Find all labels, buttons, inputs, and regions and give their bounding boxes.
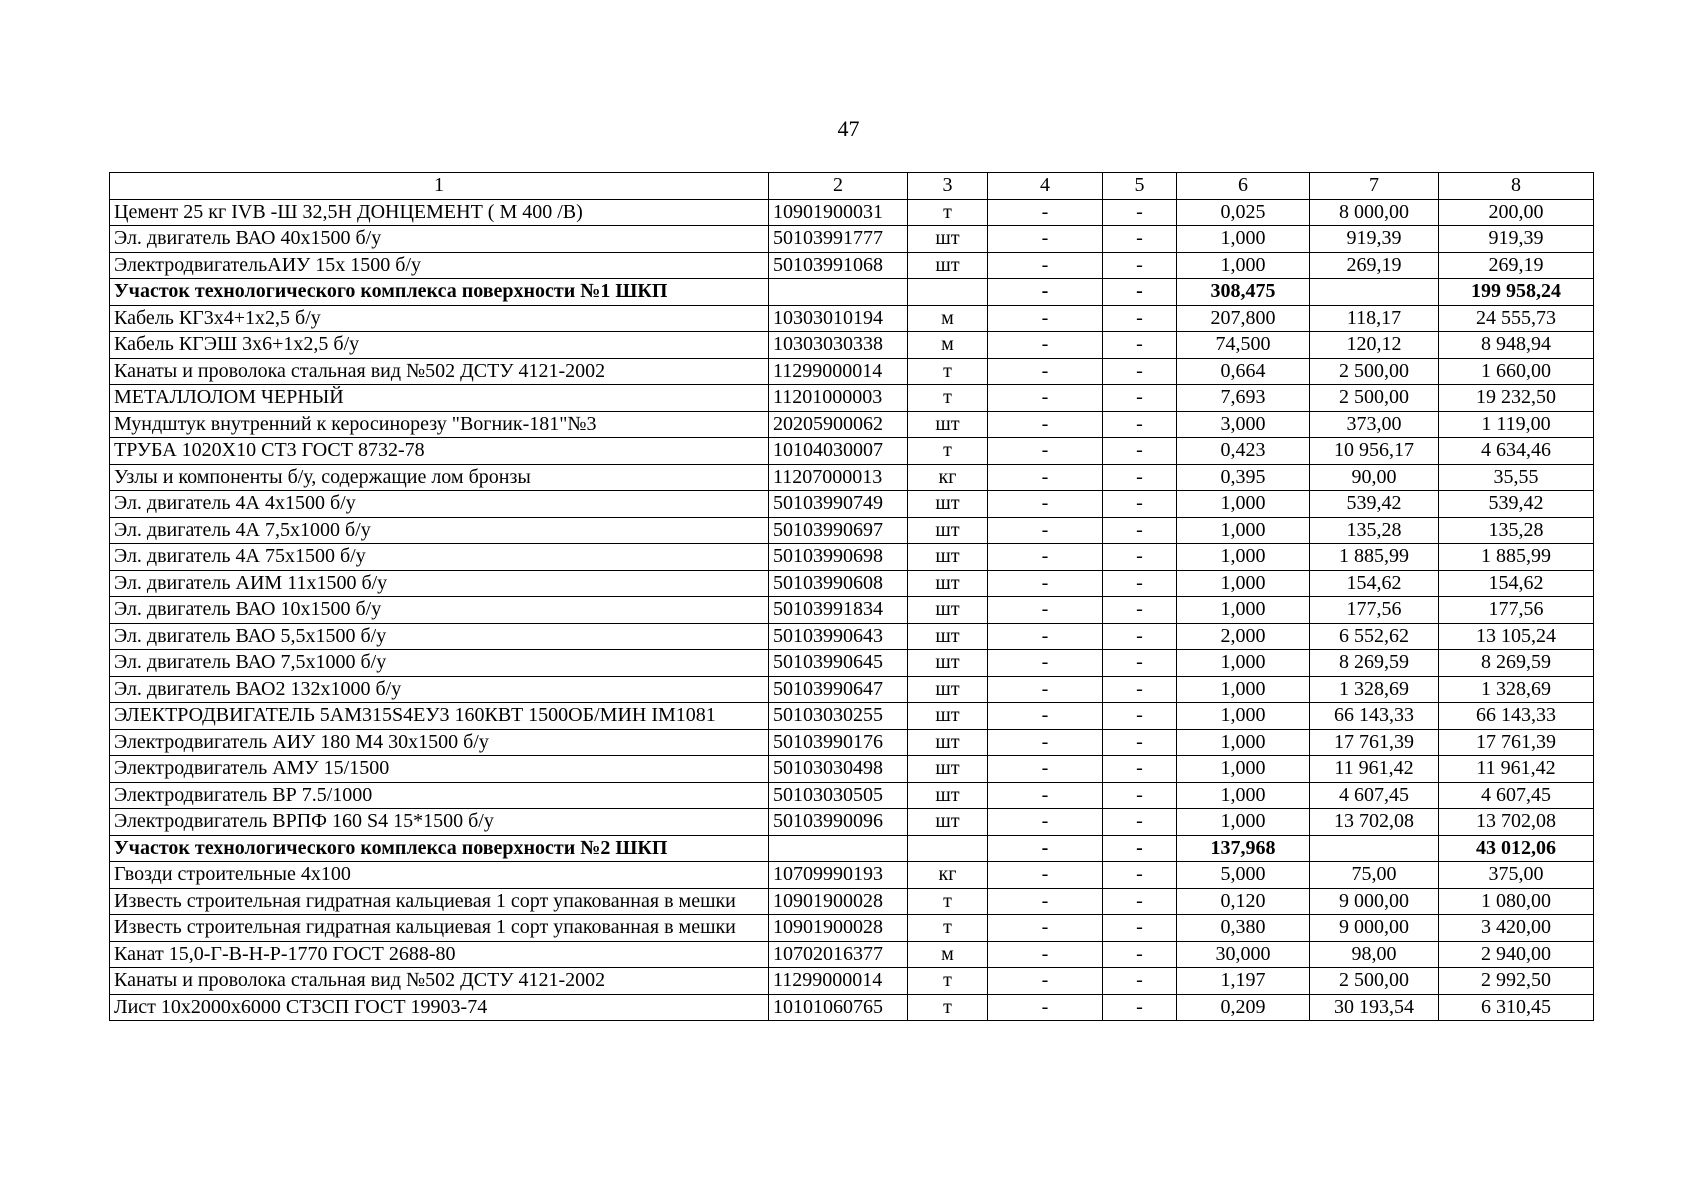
unit-cell: шт	[908, 782, 988, 809]
amount-cell: 375,00	[1439, 862, 1594, 889]
item-code-cell: 50103030498	[769, 756, 908, 783]
amount-cell: 11 961,42	[1439, 756, 1594, 783]
item-name-cell: Кабель КГ3х4+1х2,5 б/у	[110, 305, 769, 332]
unit-cell: шт	[908, 809, 988, 836]
amount-cell: 269,19	[1439, 252, 1594, 279]
item-name-cell: Кабель КГЭШ 3х6+1х2,5 б/у	[110, 332, 769, 359]
column-5-cell: -	[1103, 332, 1177, 359]
column-5-cell: -	[1103, 835, 1177, 862]
item-code-cell: 10101060765	[769, 994, 908, 1021]
column-4-cell: -	[988, 226, 1103, 253]
table-row	[110, 915, 1594, 942]
table-row	[110, 411, 1594, 438]
item-name-cell: ЭЛЕКТРОДВИГАТЕЛЬ 5АМ315S4ЕУ3 160КВТ 1500ОБ/МИН IM1081	[110, 703, 769, 730]
item-code-cell: 10901900028	[769, 888, 908, 915]
item-code-cell: 50103990643	[769, 623, 908, 650]
table-row	[110, 385, 1594, 412]
amount-cell: 8 948,94	[1439, 332, 1594, 359]
quantity-cell: 1,000	[1177, 782, 1310, 809]
item-code-cell: 10303030338	[769, 332, 908, 359]
price-cell: 17 761,39	[1310, 729, 1439, 756]
price-cell: 1 885,99	[1310, 544, 1439, 571]
item-code-cell: 50103990647	[769, 676, 908, 703]
table-row	[110, 464, 1594, 491]
amount-cell: 4 607,45	[1439, 782, 1594, 809]
amount-cell: 539,42	[1439, 491, 1594, 518]
quantity-cell: 1,000	[1177, 650, 1310, 677]
item-name-cell: Канаты и проволока стальная вид №502 ДСТУ 4121-2002	[110, 358, 769, 385]
item-code-cell: 10104030007	[769, 438, 908, 465]
table-row	[110, 199, 1594, 226]
price-cell	[1310, 835, 1439, 862]
item-code-cell: 10709990193	[769, 862, 908, 889]
unit-cell: т	[908, 915, 988, 942]
item-name-cell: Участок технологического комплекса поверхности №1 ШКП	[110, 279, 769, 306]
item-name-cell: Электродвигатель ВР 7.5/1000	[110, 782, 769, 809]
quantity-cell: 0,380	[1177, 915, 1310, 942]
column-4-cell: -	[988, 703, 1103, 730]
item-code-cell: 50103991068	[769, 252, 908, 279]
column-4-cell: -	[988, 809, 1103, 836]
quantity-cell: 7,693	[1177, 385, 1310, 412]
table-row	[110, 517, 1594, 544]
column-5-cell: -	[1103, 756, 1177, 783]
column-4-cell: -	[988, 862, 1103, 889]
header-cell-5: 5	[1103, 173, 1177, 200]
column-4-cell: -	[988, 941, 1103, 968]
column-4-cell: -	[988, 597, 1103, 624]
price-cell: 120,12	[1310, 332, 1439, 359]
amount-cell: 1 080,00	[1439, 888, 1594, 915]
price-cell: 135,28	[1310, 517, 1439, 544]
item-code-cell: 10303010194	[769, 305, 908, 332]
unit-cell: т	[908, 968, 988, 995]
amount-cell: 35,55	[1439, 464, 1594, 491]
quantity-cell: 1,000	[1177, 517, 1310, 544]
item-code-cell: 11207000013	[769, 464, 908, 491]
header-cell-4: 4	[988, 173, 1103, 200]
quantity-cell: 1,000	[1177, 252, 1310, 279]
price-cell: 6 552,62	[1310, 623, 1439, 650]
amount-cell: 199 958,24	[1439, 279, 1594, 306]
column-5-cell: -	[1103, 994, 1177, 1021]
column-4-cell: -	[988, 358, 1103, 385]
column-5-cell: -	[1103, 968, 1177, 995]
column-5-cell: -	[1103, 729, 1177, 756]
quantity-cell: 1,000	[1177, 570, 1310, 597]
item-code-cell: 10901900031	[769, 199, 908, 226]
item-code-cell	[769, 835, 908, 862]
column-5-cell: -	[1103, 491, 1177, 518]
amount-cell: 13 105,24	[1439, 623, 1594, 650]
amount-cell: 13 702,08	[1439, 809, 1594, 836]
item-code-cell: 50103030255	[769, 703, 908, 730]
column-5-cell: -	[1103, 782, 1177, 809]
unit-cell: шт	[908, 676, 988, 703]
header-cell-1: 1	[110, 173, 769, 200]
amount-cell: 4 634,46	[1439, 438, 1594, 465]
column-4-cell: -	[988, 279, 1103, 306]
header-cell-3: 3	[908, 173, 988, 200]
table-row	[110, 968, 1594, 995]
item-code-cell: 50103990645	[769, 650, 908, 677]
column-4-cell: -	[988, 570, 1103, 597]
column-4-cell: -	[988, 517, 1103, 544]
amount-cell: 2 940,00	[1439, 941, 1594, 968]
item-code-cell: 50103990697	[769, 517, 908, 544]
unit-cell: шт	[908, 756, 988, 783]
quantity-cell: 1,000	[1177, 597, 1310, 624]
price-cell: 1 328,69	[1310, 676, 1439, 703]
column-5-cell: -	[1103, 623, 1177, 650]
amount-cell: 1 660,00	[1439, 358, 1594, 385]
quantity-cell: 1,000	[1177, 491, 1310, 518]
unit-cell: шт	[908, 411, 988, 438]
amount-cell: 1 119,00	[1439, 411, 1594, 438]
column-4-cell: -	[988, 968, 1103, 995]
unit-cell: т	[908, 438, 988, 465]
table-row	[110, 756, 1594, 783]
item-code-cell: 50103990176	[769, 729, 908, 756]
item-name-cell: МЕТАЛЛОЛОМ ЧЕРНЫЙ	[110, 385, 769, 412]
unit-cell: шт	[908, 729, 988, 756]
unit-cell	[908, 835, 988, 862]
column-5-cell: -	[1103, 676, 1177, 703]
item-name-cell: Эл. двигатель ВАО 7,5х1000 б/у	[110, 650, 769, 677]
quantity-cell: 0,025	[1177, 199, 1310, 226]
price-cell: 539,42	[1310, 491, 1439, 518]
price-cell: 9 000,00	[1310, 915, 1439, 942]
item-name-cell: Лист 10х2000х6000 СТ3СП ГОСТ 19903-74	[110, 994, 769, 1021]
column-4-cell: -	[988, 729, 1103, 756]
table-row	[110, 252, 1594, 279]
table-row	[110, 358, 1594, 385]
item-name-cell: Известь строительная гидратная кальциевая 1 сорт упакованная в мешки	[110, 915, 769, 942]
item-code-cell: 50103991777	[769, 226, 908, 253]
unit-cell: т	[908, 994, 988, 1021]
quantity-cell: 1,000	[1177, 544, 1310, 571]
amount-cell: 200,00	[1439, 199, 1594, 226]
table-row	[110, 994, 1594, 1021]
price-cell: 66 143,33	[1310, 703, 1439, 730]
table-row	[110, 729, 1594, 756]
table-row	[110, 650, 1594, 677]
quantity-cell: 1,000	[1177, 226, 1310, 253]
amount-cell: 1 328,69	[1439, 676, 1594, 703]
item-name-cell: Эл. двигатель 4А 75х1500 б/у	[110, 544, 769, 571]
table-row	[110, 570, 1594, 597]
column-4-cell: -	[988, 252, 1103, 279]
quantity-cell: 1,000	[1177, 756, 1310, 783]
unit-cell: шт	[908, 597, 988, 624]
unit-cell: кг	[908, 862, 988, 889]
column-4-cell: -	[988, 332, 1103, 359]
header-cell-2: 2	[769, 173, 908, 200]
header-cell-8: 8	[1439, 173, 1594, 200]
table-row	[110, 703, 1594, 730]
quantity-cell: 1,000	[1177, 809, 1310, 836]
table-row	[110, 809, 1594, 836]
quantity-cell: 1,197	[1177, 968, 1310, 995]
column-5-cell: -	[1103, 226, 1177, 253]
unit-cell: т	[908, 888, 988, 915]
column-5-cell: -	[1103, 305, 1177, 332]
price-cell: 10 956,17	[1310, 438, 1439, 465]
column-4-cell: -	[988, 756, 1103, 783]
price-cell: 8 269,59	[1310, 650, 1439, 677]
amount-cell: 177,56	[1439, 597, 1594, 624]
amount-cell: 19 232,50	[1439, 385, 1594, 412]
column-5-cell: -	[1103, 464, 1177, 491]
amount-cell: 1 885,99	[1439, 544, 1594, 571]
quantity-cell: 2,000	[1177, 623, 1310, 650]
item-name-cell: Эл. двигатель ВАО2 132х1000 б/у	[110, 676, 769, 703]
unit-cell	[908, 279, 988, 306]
column-5-cell: -	[1103, 385, 1177, 412]
price-cell: 2 500,00	[1310, 358, 1439, 385]
column-5-cell: -	[1103, 279, 1177, 306]
amount-cell: 66 143,33	[1439, 703, 1594, 730]
column-4-cell: -	[988, 623, 1103, 650]
column-4-cell: -	[988, 994, 1103, 1021]
item-name-cell: Цемент 25 кг IVB -Ш 32,5Н ДОНЦЕМЕНТ ( М 400 /В)	[110, 199, 769, 226]
column-5-cell: -	[1103, 650, 1177, 677]
column-4-cell: -	[988, 385, 1103, 412]
column-4-cell: -	[988, 491, 1103, 518]
item-code-cell: 11299000014	[769, 358, 908, 385]
price-cell: 13 702,08	[1310, 809, 1439, 836]
column-4-cell: -	[988, 199, 1103, 226]
price-cell: 90,00	[1310, 464, 1439, 491]
item-code-cell: 10901900028	[769, 915, 908, 942]
unit-cell: м	[908, 332, 988, 359]
quantity-cell: 0,209	[1177, 994, 1310, 1021]
quantity-cell: 30,000	[1177, 941, 1310, 968]
item-name-cell: Эл. двигатель АИМ 11х1500 б/у	[110, 570, 769, 597]
item-name-cell: Узлы и компоненты б/у, содержащие лом бронзы	[110, 464, 769, 491]
column-4-cell: -	[988, 305, 1103, 332]
table-row	[110, 597, 1594, 624]
price-cell: 154,62	[1310, 570, 1439, 597]
amount-cell: 24 555,73	[1439, 305, 1594, 332]
item-code-cell: 10702016377	[769, 941, 908, 968]
price-cell: 9 000,00	[1310, 888, 1439, 915]
inventory-table	[109, 172, 1594, 1021]
column-5-cell: -	[1103, 358, 1177, 385]
item-code-cell: 11299000014	[769, 968, 908, 995]
quantity-cell: 5,000	[1177, 862, 1310, 889]
amount-cell: 135,28	[1439, 517, 1594, 544]
quantity-cell: 0,423	[1177, 438, 1310, 465]
price-cell	[1310, 279, 1439, 306]
amount-cell: 919,39	[1439, 226, 1594, 253]
item-name-cell: Эл. двигатель ВАО 40х1500 б/у	[110, 226, 769, 253]
item-name-cell: Гвозди строительные 4х100	[110, 862, 769, 889]
item-name-cell: Электродвигатель АМУ 15/1500	[110, 756, 769, 783]
price-cell: 4 607,45	[1310, 782, 1439, 809]
quantity-cell: 308,475	[1177, 279, 1310, 306]
price-cell: 919,39	[1310, 226, 1439, 253]
price-cell: 373,00	[1310, 411, 1439, 438]
unit-cell: шт	[908, 544, 988, 571]
item-name-cell: Эл. двигатель ВАО 5,5х1500 б/у	[110, 623, 769, 650]
item-name-cell: Эл. двигатель 4А 4х1500 б/у	[110, 491, 769, 518]
price-cell: 8 000,00	[1310, 199, 1439, 226]
unit-cell: шт	[908, 570, 988, 597]
column-4-cell: -	[988, 411, 1103, 438]
table-row	[110, 491, 1594, 518]
item-code-cell: 50103990749	[769, 491, 908, 518]
item-code-cell: 50103991834	[769, 597, 908, 624]
unit-cell: шт	[908, 623, 988, 650]
price-cell: 75,00	[1310, 862, 1439, 889]
table-row	[110, 888, 1594, 915]
price-cell: 2 500,00	[1310, 968, 1439, 995]
unit-cell: т	[908, 199, 988, 226]
unit-cell: шт	[908, 252, 988, 279]
column-5-cell: -	[1103, 862, 1177, 889]
amount-cell: 3 420,00	[1439, 915, 1594, 942]
header-cell-6: 6	[1177, 173, 1310, 200]
column-5-cell: -	[1103, 517, 1177, 544]
item-name-cell: Канат 15,0-Г-В-Н-Р-1770 ГОСТ 2688-80	[110, 941, 769, 968]
column-5-cell: -	[1103, 411, 1177, 438]
item-name-cell: ЭлектродвигательАИУ 15х 1500 б/у	[110, 252, 769, 279]
table-row	[110, 941, 1594, 968]
column-5-cell: -	[1103, 941, 1177, 968]
quantity-cell: 3,000	[1177, 411, 1310, 438]
table-row	[110, 782, 1594, 809]
price-cell: 98,00	[1310, 941, 1439, 968]
price-cell: 30 193,54	[1310, 994, 1439, 1021]
quantity-cell: 0,664	[1177, 358, 1310, 385]
quantity-cell: 1,000	[1177, 729, 1310, 756]
table-row	[110, 676, 1594, 703]
column-4-cell: -	[988, 438, 1103, 465]
item-name-cell: ТРУБА 1020Х10 СТ3 ГОСТ 8732-78	[110, 438, 769, 465]
table-row	[110, 544, 1594, 571]
table-body	[110, 199, 1594, 1021]
item-code-cell: 50103030505	[769, 782, 908, 809]
item-name-cell: Эл. двигатель ВАО 10х1500 б/у	[110, 597, 769, 624]
column-5-cell: -	[1103, 915, 1177, 942]
column-4-cell: -	[988, 835, 1103, 862]
column-5-cell: -	[1103, 438, 1177, 465]
column-5-cell: -	[1103, 570, 1177, 597]
column-4-cell: -	[988, 544, 1103, 571]
quantity-cell: 1,000	[1177, 676, 1310, 703]
quantity-cell: 0,395	[1177, 464, 1310, 491]
unit-cell: шт	[908, 491, 988, 518]
quantity-cell: 74,500	[1177, 332, 1310, 359]
unit-cell: шт	[908, 517, 988, 544]
amount-cell: 17 761,39	[1439, 729, 1594, 756]
item-name-cell: Канаты и проволока стальная вид №502 ДСТУ 4121-2002	[110, 968, 769, 995]
table-row	[110, 623, 1594, 650]
section-total-row	[110, 835, 1594, 862]
item-name-cell: Эл. двигатель 4А 7,5х1000 б/у	[110, 517, 769, 544]
unit-cell: кг	[908, 464, 988, 491]
table-row	[110, 862, 1594, 889]
column-5-cell: -	[1103, 888, 1177, 915]
column-4-cell: -	[988, 464, 1103, 491]
section-total-row	[110, 279, 1594, 306]
item-code-cell: 20205900062	[769, 411, 908, 438]
table-row	[110, 438, 1594, 465]
item-name-cell: Мундштук внутренний к керосинорезу "Вогник-181"№3	[110, 411, 769, 438]
page-number: 47	[837, 116, 860, 141]
column-5-cell: -	[1103, 199, 1177, 226]
header-cell-7: 7	[1310, 173, 1439, 200]
price-cell: 2 500,00	[1310, 385, 1439, 412]
quantity-cell: 207,800	[1177, 305, 1310, 332]
table-row	[110, 226, 1594, 253]
unit-cell: шт	[908, 650, 988, 677]
amount-cell: 2 992,50	[1439, 968, 1594, 995]
quantity-cell: 0,120	[1177, 888, 1310, 915]
column-5-cell: -	[1103, 544, 1177, 571]
unit-cell: т	[908, 385, 988, 412]
item-code-cell: 50103990096	[769, 809, 908, 836]
column-4-cell: -	[988, 782, 1103, 809]
item-name-cell: Электродвигатель ВРПФ 160 S4 15*1500 б/у	[110, 809, 769, 836]
item-name-cell: Известь строительная гидратная кальциевая 1 сорт упакованная в мешки	[110, 888, 769, 915]
table-row	[110, 305, 1594, 332]
item-code-cell: 50103990608	[769, 570, 908, 597]
column-5-cell: -	[1103, 252, 1177, 279]
column-5-cell: -	[1103, 703, 1177, 730]
unit-cell: шт	[908, 226, 988, 253]
amount-cell: 8 269,59	[1439, 650, 1594, 677]
price-cell: 118,17	[1310, 305, 1439, 332]
price-cell: 269,19	[1310, 252, 1439, 279]
column-4-cell: -	[988, 888, 1103, 915]
unit-cell: м	[908, 305, 988, 332]
unit-cell: т	[908, 358, 988, 385]
unit-cell: м	[908, 941, 988, 968]
column-5-cell: -	[1103, 597, 1177, 624]
item-code-cell: 11201000003	[769, 385, 908, 412]
amount-cell: 154,62	[1439, 570, 1594, 597]
price-cell: 11 961,42	[1310, 756, 1439, 783]
price-cell: 177,56	[1310, 597, 1439, 624]
quantity-cell: 137,968	[1177, 835, 1310, 862]
unit-cell: шт	[908, 703, 988, 730]
column-4-cell: -	[988, 676, 1103, 703]
column-4-cell: -	[988, 650, 1103, 677]
amount-cell: 43 012,06	[1439, 835, 1594, 862]
quantity-cell: 1,000	[1177, 703, 1310, 730]
column-4-cell: -	[988, 915, 1103, 942]
item-code-cell: 50103990698	[769, 544, 908, 571]
table-row	[110, 332, 1594, 359]
item-name-cell: Участок технологического комплекса поверхности №2 ШКП	[110, 835, 769, 862]
column-5-cell: -	[1103, 809, 1177, 836]
item-code-cell	[769, 279, 908, 306]
amount-cell: 6 310,45	[1439, 994, 1594, 1021]
item-name-cell: Электродвигатель АИУ 180 М4 30х1500 б/у	[110, 729, 769, 756]
header-row	[110, 173, 1594, 200]
